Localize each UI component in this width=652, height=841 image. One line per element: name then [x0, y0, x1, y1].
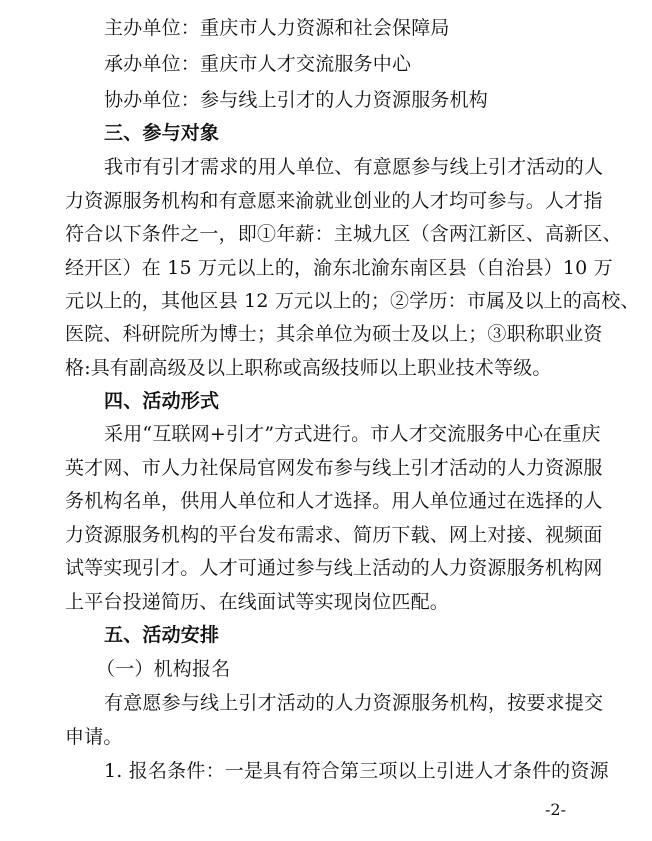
- section-3-paragraph-line: 经开区）在 15 万元以上的，渝东北渝东南区县（自治县）10 万: [65, 257, 613, 279]
- section-5-item-1-line: 1. 报名条件：一是具有符合第三项以上引进人才条件的资源: [104, 760, 609, 782]
- section-3-paragraph-line: 力资源服务机构和有意愿来渝就业创业的人才均可参与。人才指: [65, 190, 603, 212]
- section-4-heading: 四、活动形式: [104, 390, 220, 412]
- section-4-paragraph-line: 上平台投递简历、在线面试等实现岗位匹配。: [65, 591, 450, 613]
- section-5-paragraph-line: 有意愿参与线上引才活动的人力资源服务机构，按要求提交: [104, 692, 604, 714]
- section-3-paragraph-line: 我市有引才需求的用人单位、有意愿参与线上引才活动的人: [104, 156, 604, 178]
- section-5-paragraph-line: 申请。: [65, 726, 123, 748]
- section-5-subheading: （一）机构报名: [96, 658, 231, 680]
- page-number: -2-: [545, 800, 566, 819]
- host-organizer-line: 主办单位：重庆市人力资源和社会保障局: [104, 17, 450, 39]
- section-4-paragraph-line: 务机构名单，供用人单位和人才选择。用人单位通过在选择的人: [65, 490, 603, 512]
- section-4-paragraph-line: 试等实现引才。人才可通过参与线上活动的人力资源服务机构网: [65, 557, 603, 579]
- section-4-paragraph-line: 采用“互联网+引才”方式进行。市人才交流服务中心在重庆: [104, 423, 601, 445]
- section-3-heading: 三、参与对象: [104, 122, 220, 144]
- section-3-paragraph-line: 格:具有副高级及以上职称或高级技师以上职业技术等级。: [65, 357, 552, 379]
- co-organizer-line: 协办单位：参与线上引才的人力资源服务机构: [104, 89, 489, 111]
- section-4-paragraph-line: 英才网、市人力社保局官网发布参与线上引才活动的人力资源服: [65, 457, 603, 479]
- section-3-paragraph-line: 医院、科研院所为博士；其余单位为硕士及以上；③职称职业资: [65, 323, 603, 345]
- section-5-heading: 五、活动安排: [104, 624, 220, 646]
- section-3-paragraph-line: 元以上的，其他区县 12 万元以上的；②学历：市属及以上的高校、: [65, 290, 640, 312]
- undertaker-line: 承办单位：重庆市人才交流服务中心: [104, 53, 412, 75]
- section-3-paragraph-line: 符合以下条件之一，即①年薪：主城九区（含两江新区、高新区、: [65, 223, 622, 245]
- section-4-paragraph-line: 力资源服务机构的平台发布需求、简历下载、网上对接、视频面: [65, 524, 603, 546]
